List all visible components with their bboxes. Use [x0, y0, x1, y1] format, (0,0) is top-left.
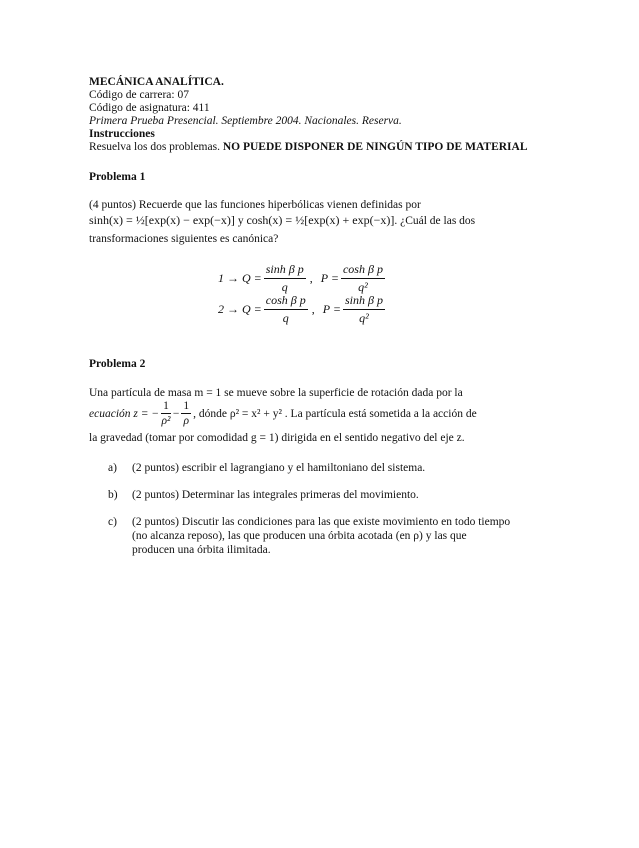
list-item	[108, 515, 548, 563]
t1-q-fraction	[264, 262, 306, 295]
list-item	[108, 461, 548, 477]
fraction-2-denominator: ρ	[183, 415, 190, 427]
t2-p-fraction	[343, 293, 385, 326]
exam-session-line: Primera Prueba Presencial. Septiembre 2004. Nacionales. Reserva.	[89, 115, 402, 127]
item-text: (2 puntos) Discutir las condiciones para las que existe movimiento en todo tiempo (no alcanza reposo), las que producen una órbita acotada (en ρ) y las que producen una órbita ilimitada.	[132, 516, 511, 556]
question-tail: . ¿Cuál de las dos	[394, 215, 476, 227]
fraction-1-denominator: ρ²	[161, 415, 171, 427]
t2-q-label: 2 → Q =	[218, 302, 262, 316]
transformation-2: 2 → Q = $\frac{\text{cosh β p}}{q}$ , P = $\frac{\text{sinh β p}}{\text{q²}}$	[218, 293, 383, 325]
item-text: (2 puntos) escribir el lagrangiano y el hamiltoniano del sistema.	[132, 462, 426, 474]
t2-p-numerator: sinh β p	[343, 293, 385, 310]
t2-q-denominator: q	[282, 311, 289, 325]
t1-p-fraction	[341, 262, 385, 295]
equation-minus: −	[172, 407, 180, 420]
t1-q-label: 1 → Q =	[218, 271, 262, 285]
equation-fraction-1	[161, 400, 171, 427]
problem2-line3: la gravedad (tomar por comodidad g = 1) dirigida en el sentido negativo del eje z.	[89, 432, 465, 444]
exam-title: MECÁNICA ANALÍTICA.	[89, 76, 224, 88]
item-text: (2 puntos) Determinar las integrales primeras del movimiento.	[132, 489, 419, 501]
fraction-1-numerator: 1	[163, 400, 169, 412]
equation-suffix: , dónde ρ² = x² + y² . La partícula está sometida a la acción de	[193, 407, 477, 420]
instructions-warning: NO PUEDE DISPONER DE NINGÚN TIPO DE MATERIAL	[222, 141, 528, 153]
subject-code: Código de asignatura: 411	[89, 102, 210, 114]
item-label: b)	[108, 489, 118, 501]
instructions-text: Resuelva los dos problemas.	[89, 141, 220, 153]
instructions-heading: Instrucciones	[89, 128, 155, 140]
t2-p-denominator: q²	[359, 311, 369, 325]
problem2-equation-line	[89, 400, 477, 427]
t1-q-numerator: sinh β p	[264, 262, 306, 279]
t2-q-numerator: cosh β p	[264, 293, 308, 310]
item-label: c)	[108, 516, 117, 528]
item-label: a)	[108, 462, 117, 474]
instructions-line	[89, 141, 528, 154]
cosh-definition: cosh(x) = ½[exp(x) + exp(−x)]	[246, 213, 395, 227]
problem1-definitions	[89, 214, 475, 228]
t1-p-denominator: q²	[358, 280, 368, 294]
equation-fraction-2	[181, 400, 191, 427]
problem2-line1: Una partícula de masa m = 1 se mueve sobre la superficie de rotación dada por la	[89, 387, 463, 399]
list-item	[108, 488, 548, 504]
sinh-definition: sinh(x) = ½[exp(x) − exp(−x)]	[89, 213, 235, 227]
definition-joiner: y	[237, 215, 244, 227]
t2-q-fraction	[264, 293, 308, 326]
problem1-question: transformaciones siguientes es canónica?	[89, 233, 279, 245]
t1-q-denominator: q	[281, 280, 288, 294]
t1-p-numerator: cosh β p	[341, 262, 385, 279]
equation-prefix: ecuación z = −	[89, 407, 160, 420]
problem1-intro: (4 puntos) Recuerde que las funciones hiperbólicas vienen definidas por	[89, 199, 421, 211]
career-code: Código de carrera: 07	[89, 89, 189, 101]
problem1-heading: Problema 1	[89, 171, 146, 183]
t1-p-label: P =	[320, 271, 339, 285]
transformation-1: 1 → Q = $\frac{\text{sinh β p}}{q}$ , P = $\frac{\text{cosh β p}}{\text{q²}}$	[218, 262, 383, 294]
problem2-heading: Problema 2	[89, 358, 146, 370]
fraction-2-numerator: 1	[183, 400, 190, 412]
t2-p-label: P =	[322, 302, 341, 316]
